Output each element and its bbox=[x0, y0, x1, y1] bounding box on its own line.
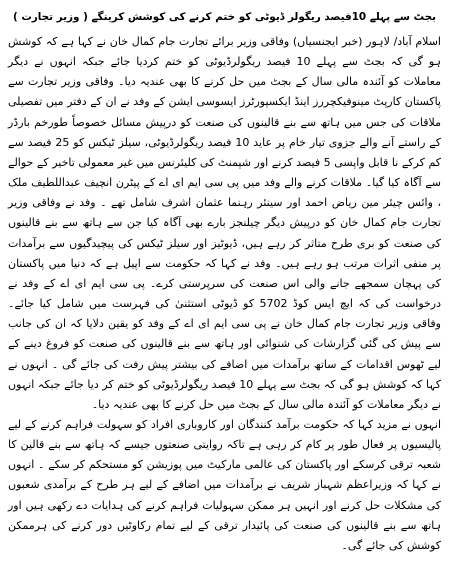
article-paragraph-1: اسلام آباد/ لاہور (خبر ایجنسیاں) وفاقی وزیر برائے تجارت جام کمال خان نے کہا ہے کہ کوشش ہو گی کہ بجٹ سے پہلے 10 فیصد ریگولرڈیوٹی کو ختم کردیا جائے جبکہ انہوں نے دیگر معاملات کو آئندہ مالی سال کے بجٹ میں حل کرنے کا بھی عندیہ دیا۔ وفاقی وزیر تجارت سے پاکستان کارپٹ مینوفیکچررز اینڈ ایکسپورٹرز ایسوسی ایشن کے وفد نے ان کے دفتر میں تفصیلی ملاقات کی جس میں ہاتھ سے بنے قالینوں کی صنعت کو درپیش مسائل خصوصاً طورخم بارڈر کے راستے آنے والے جزوی تیار خام پر عاید 10 فیصد ریگولرڈیوٹی، سیلز ٹیکس کو 25 فیصد سے کم کرکے نا قابل واپسی 5 فیصد کرنے اور شپمنٹ کی کلیئرنس میں غیر معمولی تاخیر کے حوالے سے آگاہ کیا گیا۔ ملاقات کرنے والے وفد میں پی سی ایم ای اے کے پیٹرن انچیف عبداللطیف ملک ، وائس چیئر مین ریاض احمد اور سینئر رہنما عثمان اشرف شامل تھے ۔ وفد نے وفاقی وزیر تجارت جام کمال خان کو درپیش دیگر چیلنجز بارے بھی آگاہ کیا جن سے ہاتھ سے بنے قالینوں کی صنعت کو بری طرح متاثر کر رہے ہیں، ڈیوٹیز اور سیلز ٹیکس کی پیچیدگیوں سے برآمدات پر منفی اثرات مرتب ہو رہے ہیں۔ وفد نے کہا کہ حکومت سے اپیل ہے کہ دنیا میں پاکستان کی پہچان سمجھے جانے والی اس صنعت کی سرپرستی کرے۔ پی سی ایم ای اے کے وفد نے درخواست کی کہ ایچ ایس کوڈ 5702 کو ڈیوٹی استثنیٰ کی فہرست میں شامل کیا جائے۔ وفاقی وزیر تجارت جام کمال خان نے پی سی ایم ای اے کے وفد کو یقین دلایا کہ ان کی جانب سے پیش کی گئی گزارشات کی شنوائی اور ہاتھ سے بنے قالینوں کی صنعت کو فروغ دینے کے لیے ٹھوس اقدامات کے ساتھ برآمدات میں اضافے کی بیشتر پیش رفت کی جائے گی ۔ انہوں نے کہا کہ کوشش ہو گی کہ بجٹ سے پہلے 10 فیصد ریگولرڈیوٹی کو ختم کر دیا جائے جبکہ انہوں نے دیگر معاملات کو آئندہ مالی سال کے بجٹ میں حل کرنے کا بھی عندیہ دیا۔ bbox=[8, 35, 442, 411]
article-headline: بجٹ سے پہلے 10فیصد ریگولر ڈیوٹی کو ختم کرنے کی کوشش کرینگے ( وزیر تجارت ) bbox=[12, 11, 437, 23]
article-paragraph-2: انہوں نے مزید کہا کہ حکومت برآمد کنندگان اور کاروباری افراد کو سہولت فراہم کرنے کے لیے پالیسیوں پر فعال طور پر کام کر رہی ہے تاکہ روایتی صنعتوں جیسے کہ ہاتھ سے بنے قالین کا شعبہ ترقی کرسکے اور پاکستان کی عالمی مارکیٹ میں پوزیشن کو مستحکم کر سکے ۔ انہوں نے کہا کہ وزیراعظم شہباز شریف نے برآمدات میں اضافے کے لیے ہر طرح کے برآمدی شعبوں کی مشکلات حل کرنے اور انہیں ہر ممکن سہولیات فراہم کرنے کی ہدایات دے رکھی ہیں اور ہاتھ سے بنے قالینوں کی صنعت کی پائیدار ترقی کے لیے تمام رکاوٹیں دور کرنے کی ہرممکن کوشش کی جائے گی۔ bbox=[8, 417, 441, 552]
